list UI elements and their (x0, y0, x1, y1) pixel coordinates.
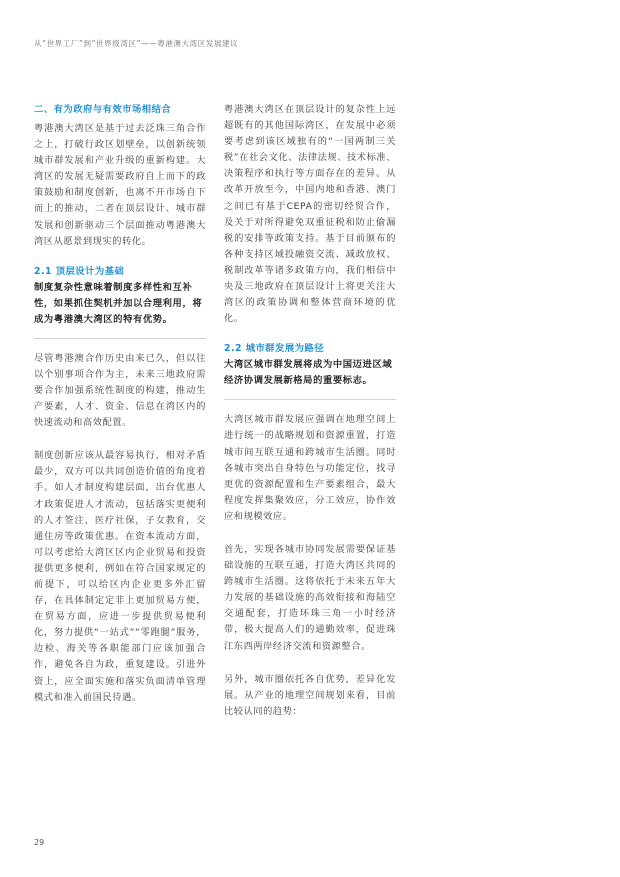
running-header: 从“世界工厂”到“世界级湾区”——粤港澳大湾区发展建议 (34, 39, 239, 48)
subsection-heading-2-2: 2.2 城市群发展为路径 (224, 343, 325, 355)
divider-rule (34, 338, 206, 339)
subsection-heading-2-1: 2.1 顶层设计为基础 (34, 265, 125, 277)
intro-paragraph: 粤港澳大湾区是基于过去泛珠三角合作之上，打破行政区划壁垒，以创新统领城市群发展和产业升级的重新构建。大湾区的发展无疑需要政府自上而下的政策鼓励和制度创新，也离不开市场自下而上的推动，二者在顶层设计、城市群发展和创新驱动三个层面推动粤港澳大湾区从愿景到现实的转化。 (34, 123, 206, 247)
left-column (34, 102, 206, 706)
body-paragraph: 制度创新应该从最容易执行，相对矛盾最少，双方可以共同创造价值的角度着手。如人才制度构建层面，出台优惠人才政策促进人才流动，包括落实更便利的人才签注，医疗社保，子女教育，交通住房等政策优惠。在资本流动方面，可以考虑给大湾区区内企业贸易和投资提供更多便利，例如在符合国家规定的前提下，可以给区内企业更多外汇留存，在具体制定定非上更加贸易方便，在贸易方面，应进一步提供贸易便利化，努力提供“一站式”“零跑腿”服务，边检、海关等各职能部门应该加强合作，避免各自为政，重复建设。引进外资上，应全面实施和落实负面清单管理模式和准入前国民待遇。 (34, 450, 206, 703)
body-paragraph: 粤港澳大湾区在顶层设计的复杂性上远超既有的其他国际湾区，在发展中必须要考虑到该区域独有的“一国两制三关税”在社会文化、法律法规、技术标准、决策程序和执行等方面存在的差异。从改革开放至今，中国内地和香港、澳门之间已有基于CEPA的密切经贸合作，及关于对所得避免双重征税和防止偷漏税的安排等政策支持。基于目前颁布的各种支持区域投融资交流、减政放权、税制改革等诸多政策方向，我们相信中央及三地政府在顶层设计上将更关注大湾区的政策协调和整体营商环境的优化。 (224, 104, 396, 325)
page-number: 29 (34, 838, 45, 847)
body-paragraph: 尽管粤港澳合作历史由来已久，但以往以个别事项合作为主，未来三地政府需要合作加强系统性制度的构建，推动生产要素，人才、资金、信息在湾区内的快速流动和高效配置。 (34, 352, 206, 429)
body-paragraph: 大湾区城市群发展应强调在地理空间上进行统一的战略规划和资源重置，打造城市间互联互通和跨城市生活圈。同时各城市突出自身特色与功能定位，找寻更优的资源配置和生产要素组合，最大程度发挥集聚效应，分工效应，协作效应和规模效应。 (224, 414, 396, 522)
subsection-lead-2-2: 大湾区城市群发展将成为中国迈进区域经济协调发展新格局的重要标志。 (224, 359, 393, 387)
section-heading: 二、有为政府与有效市场相结合 (34, 104, 172, 115)
body-paragraph: 另外，城市圈依托各自优势，差异化发展。从产业的地理空间规划来看，目前比较认同的趋势： (224, 673, 396, 717)
subsection-lead-2-1: 制度复杂性意味着制度多样性和互补性，如果抓住契机并加以合理利用，将成为粤港澳大湾区的特有优势。 (34, 281, 203, 325)
body-paragraph: 首先，实现各城市协同发展需要保证基础设施的互联互通，打造大湾区共同的跨城市生活圈。这将依托于未来五年大力发展的基础设施的高效衔接和海陆空交通配套，打造环珠三角一小时经济带，极大提高人们的通勤效率，促进珠江东西两岸经济交流和资源整合。 (224, 543, 396, 652)
divider-rule (224, 399, 396, 400)
right-column (224, 102, 396, 720)
